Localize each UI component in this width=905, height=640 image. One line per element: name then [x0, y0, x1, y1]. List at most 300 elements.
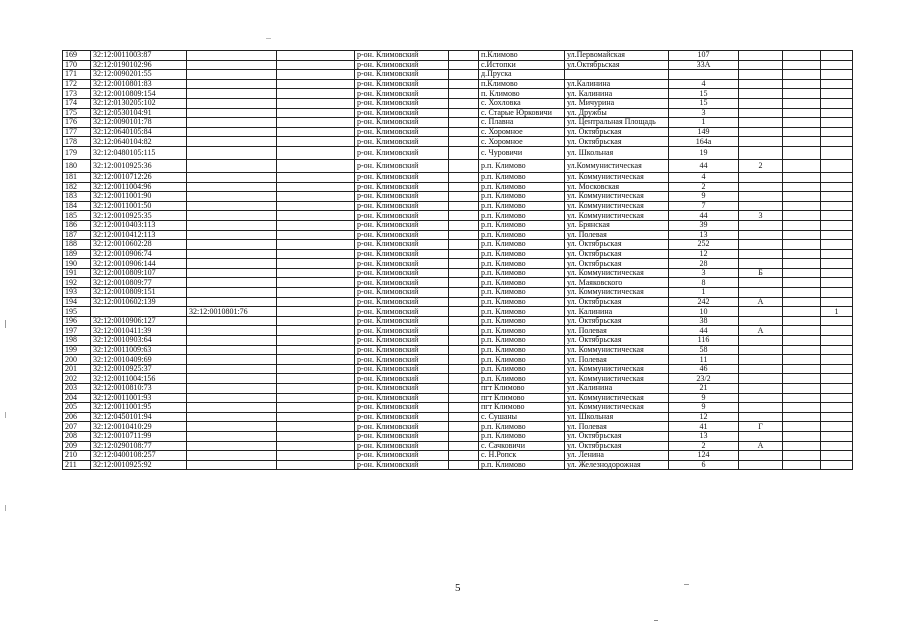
- row-number: 186: [63, 220, 91, 230]
- blank-cell: [449, 364, 479, 374]
- cadastral-number: 32:12:0010809:154: [91, 89, 187, 99]
- locality-name: р.п. Климово: [479, 172, 565, 182]
- extra-value: [821, 384, 853, 394]
- street-name: ул. Железнодорожная: [565, 460, 669, 470]
- blank-cell: [449, 307, 479, 317]
- row-number: 185: [63, 211, 91, 221]
- row-number: 198: [63, 336, 91, 346]
- building-letter: [739, 451, 783, 461]
- building-letter: [739, 431, 783, 441]
- street-name: ул. Дружбы: [565, 108, 669, 118]
- locality-name: с.Истопки: [479, 60, 565, 70]
- cadastral-number: [91, 307, 187, 317]
- extra-value: [821, 192, 853, 202]
- blank-cell: [449, 230, 479, 240]
- row-number: 182: [63, 182, 91, 192]
- blank-cell: [783, 249, 821, 259]
- house-number: 149: [669, 127, 739, 137]
- blank-cell: [277, 98, 355, 108]
- blank-cell: [783, 201, 821, 211]
- building-letter: [739, 278, 783, 288]
- locality-name: р.п. Климово: [479, 249, 565, 259]
- locality-name: р.п. Климово: [479, 316, 565, 326]
- building-letter: [739, 230, 783, 240]
- cadastral-number: 32:12:0010711:99: [91, 431, 187, 441]
- district-name: р-он. Климовский: [355, 451, 449, 461]
- building-letter: [739, 201, 783, 211]
- prior-cadastral-number: [187, 393, 277, 403]
- extra-value: [821, 51, 853, 61]
- building-letter: [739, 307, 783, 317]
- prior-cadastral-number: [187, 460, 277, 470]
- locality-name: р.п. Климово: [479, 230, 565, 240]
- blank-cell: [449, 288, 479, 298]
- locality-name: р.п. Климово: [479, 278, 565, 288]
- scan-artifact: [684, 584, 689, 585]
- extra-value: [821, 412, 853, 422]
- blank-cell: [449, 451, 479, 461]
- blank-cell: [449, 460, 479, 470]
- building-letter: [739, 79, 783, 89]
- blank-cell: [449, 182, 479, 192]
- table-row: [63, 345, 853, 355]
- district-name: р-он. Климовский: [355, 422, 449, 432]
- locality-name: р.п. Климово: [479, 182, 565, 192]
- building-letter: Г: [739, 422, 783, 432]
- blank-cell: [449, 316, 479, 326]
- locality-name: с. Н.Ропск: [479, 451, 565, 461]
- district-name: р-он. Климовский: [355, 220, 449, 230]
- blank-cell: [783, 307, 821, 317]
- locality-name: р.п. Климово: [479, 355, 565, 365]
- blank-cell: [277, 230, 355, 240]
- table-row: [63, 137, 853, 147]
- prior-cadastral-number: [187, 146, 277, 159]
- cadastral-number: 32:12:0010809:77: [91, 278, 187, 288]
- street-name: ул. Полевая: [565, 355, 669, 365]
- prior-cadastral-number: [187, 326, 277, 336]
- blank-cell: [449, 431, 479, 441]
- table-row: [63, 192, 853, 202]
- district-name: р-он. Климовский: [355, 230, 449, 240]
- house-number: 4: [669, 79, 739, 89]
- table-row: [63, 118, 853, 128]
- blank-cell: [449, 159, 479, 172]
- blank-cell: [277, 51, 355, 61]
- row-number: 181: [63, 172, 91, 182]
- cadastral-number: 32:12:0010403:113: [91, 220, 187, 230]
- blank-cell: [449, 297, 479, 307]
- locality-name: с. Сачковичи: [479, 441, 565, 451]
- cadastral-number: 32:12:0010906:144: [91, 259, 187, 269]
- district-name: р-он. Климовский: [355, 146, 449, 159]
- district-name: р-он. Климовский: [355, 127, 449, 137]
- district-name: р-он. Климовский: [355, 384, 449, 394]
- cadastral-number: 32:12:0010411:39: [91, 326, 187, 336]
- blank-cell: [277, 79, 355, 89]
- blank-cell: [449, 211, 479, 221]
- cadastral-number: 32:12:0011001:95: [91, 403, 187, 413]
- street-name: ул.Калинина: [565, 79, 669, 89]
- extra-value: [821, 374, 853, 384]
- table-row: [63, 240, 853, 250]
- house-number: 116: [669, 336, 739, 346]
- row-number: 180: [63, 159, 91, 172]
- cadastral-number: 32:12:0010925:36: [91, 159, 187, 172]
- blank-cell: [783, 79, 821, 89]
- locality-name: р.п. Климово: [479, 336, 565, 346]
- prior-cadastral-number: [187, 384, 277, 394]
- table-row: [63, 159, 853, 172]
- district-name: р-он. Климовский: [355, 172, 449, 182]
- row-number: 190: [63, 259, 91, 269]
- extra-value: [821, 278, 853, 288]
- street-name: ул. Коммунистическая: [565, 172, 669, 182]
- street-name: ул. Коммунистическая: [565, 374, 669, 384]
- blank-cell: [277, 89, 355, 99]
- prior-cadastral-number: [187, 240, 277, 250]
- street-name: ул. Коммунистическая: [565, 393, 669, 403]
- building-letter: [739, 137, 783, 147]
- blank-cell: [277, 316, 355, 326]
- prior-cadastral-number: [187, 220, 277, 230]
- extra-value: [821, 159, 853, 172]
- table-row: [63, 460, 853, 470]
- table-row: [63, 316, 853, 326]
- blank-cell: [449, 268, 479, 278]
- house-number: 4: [669, 172, 739, 182]
- house-number: 9: [669, 192, 739, 202]
- district-name: р-он. Климовский: [355, 118, 449, 128]
- house-number: 164а: [669, 137, 739, 147]
- blank-cell: [277, 108, 355, 118]
- district-name: р-он. Климовский: [355, 79, 449, 89]
- blank-cell: [277, 336, 355, 346]
- district-name: р-он. Климовский: [355, 336, 449, 346]
- scan-artifact: [266, 38, 271, 39]
- prior-cadastral-number: [187, 98, 277, 108]
- table-row: [63, 297, 853, 307]
- building-letter: [739, 288, 783, 298]
- house-number: 7: [669, 201, 739, 211]
- row-number: 194: [63, 297, 91, 307]
- table-row: [63, 326, 853, 336]
- district-name: р-он. Климовский: [355, 51, 449, 61]
- cadastral-number: 32:12:0010925:92: [91, 460, 187, 470]
- row-number: 201: [63, 364, 91, 374]
- blank-cell: [277, 259, 355, 269]
- blank-cell: [277, 146, 355, 159]
- table-row: [63, 108, 853, 118]
- blank-cell: [277, 297, 355, 307]
- house-number: 12: [669, 412, 739, 422]
- blank-cell: [277, 172, 355, 182]
- district-name: р-он. Климовский: [355, 393, 449, 403]
- building-letter: [739, 118, 783, 128]
- blank-cell: [783, 326, 821, 336]
- cadastral-number: 32:12:0130205:102: [91, 98, 187, 108]
- blank-cell: [783, 70, 821, 80]
- locality-name: р.п. Климово: [479, 431, 565, 441]
- building-letter: Б: [739, 268, 783, 278]
- blank-cell: [783, 51, 821, 61]
- row-number: 209: [63, 441, 91, 451]
- prior-cadastral-number: [187, 403, 277, 413]
- table-row: [63, 268, 853, 278]
- house-number: 9: [669, 393, 739, 403]
- table-row: [63, 441, 853, 451]
- street-name: ул. Калинина: [565, 89, 669, 99]
- extra-value: [821, 355, 853, 365]
- prior-cadastral-number: [187, 316, 277, 326]
- district-name: р-он. Климовский: [355, 137, 449, 147]
- row-number: 191: [63, 268, 91, 278]
- street-name: ул. Мичурина: [565, 98, 669, 108]
- cadastral-number: 32:12:0530104:91: [91, 108, 187, 118]
- blank-cell: [449, 146, 479, 159]
- blank-cell: [783, 393, 821, 403]
- cadastral-number: 32:12:0010602:139: [91, 297, 187, 307]
- blank-cell: [449, 326, 479, 336]
- prior-cadastral-number: [187, 259, 277, 269]
- prior-cadastral-number: [187, 127, 277, 137]
- locality-name: п.Климово: [479, 51, 565, 61]
- blank-cell: [449, 374, 479, 384]
- district-name: р-он. Климовский: [355, 108, 449, 118]
- blank-cell: [449, 51, 479, 61]
- extra-value: [821, 230, 853, 240]
- prior-cadastral-number: [187, 249, 277, 259]
- district-name: р-он. Климовский: [355, 201, 449, 211]
- building-letter: 3: [739, 211, 783, 221]
- locality-name: с. Плавна: [479, 118, 565, 128]
- building-letter: [739, 98, 783, 108]
- blank-cell: [277, 345, 355, 355]
- scan-artifact: [5, 412, 6, 418]
- district-name: р-он. Климовский: [355, 70, 449, 80]
- blank-cell: [449, 98, 479, 108]
- blank-cell: [783, 451, 821, 461]
- building-letter: [739, 259, 783, 269]
- table-row: [63, 422, 853, 432]
- house-number: 12: [669, 249, 739, 259]
- building-letter: [739, 384, 783, 394]
- cadastral-number: 32:12:0011003:87: [91, 51, 187, 61]
- extra-value: [821, 297, 853, 307]
- blank-cell: [449, 384, 479, 394]
- district-name: р-он. Климовский: [355, 89, 449, 99]
- row-number: 211: [63, 460, 91, 470]
- locality-name: пгт Климово: [479, 384, 565, 394]
- table-row: [63, 288, 853, 298]
- house-number: 11: [669, 355, 739, 365]
- street-name: ул. Октябрьская: [565, 441, 669, 451]
- street-name: ул. Школьная: [565, 412, 669, 422]
- district-name: р-он. Климовский: [355, 307, 449, 317]
- house-number: 44: [669, 159, 739, 172]
- district-name: р-он. Климовский: [355, 182, 449, 192]
- prior-cadastral-number: [187, 137, 277, 147]
- house-number: 21: [669, 384, 739, 394]
- blank-cell: [449, 441, 479, 451]
- blank-cell: [783, 220, 821, 230]
- blank-cell: [449, 108, 479, 118]
- cadastral-number: 32:12:0010801:83: [91, 79, 187, 89]
- street-name: ул. Коммунистическая: [565, 211, 669, 221]
- extra-value: [821, 98, 853, 108]
- row-number: 210: [63, 451, 91, 461]
- prior-cadastral-number: [187, 108, 277, 118]
- locality-name: р.п. Климово: [479, 159, 565, 172]
- house-number: 38: [669, 316, 739, 326]
- locality-name: р.п. Климово: [479, 374, 565, 384]
- street-name: ул. Полевая: [565, 326, 669, 336]
- house-number: 15: [669, 98, 739, 108]
- table-row: [63, 278, 853, 288]
- blank-cell: [783, 108, 821, 118]
- blank-cell: [783, 431, 821, 441]
- district-name: р-он. Климовский: [355, 355, 449, 365]
- blank-cell: [783, 230, 821, 240]
- row-number: 187: [63, 230, 91, 240]
- extra-value: [821, 431, 853, 441]
- extra-value: [821, 220, 853, 230]
- district-name: р-он. Климовский: [355, 211, 449, 221]
- blank-cell: [277, 393, 355, 403]
- table-row: [63, 70, 853, 80]
- table-row: [63, 249, 853, 259]
- blank-cell: [783, 364, 821, 374]
- blank-cell: [783, 403, 821, 413]
- table-row: [63, 412, 853, 422]
- prior-cadastral-number: [187, 441, 277, 451]
- blank-cell: [449, 259, 479, 269]
- blank-cell: [783, 60, 821, 70]
- cadastral-number: 32:12:0090101:78: [91, 118, 187, 128]
- blank-cell: [277, 249, 355, 259]
- house-number: 6: [669, 460, 739, 470]
- district-name: р-он. Климовский: [355, 240, 449, 250]
- blank-cell: [783, 460, 821, 470]
- building-letter: [739, 345, 783, 355]
- cadastral-number: 32:12:0480105:115: [91, 146, 187, 159]
- cadastral-number: 32:12:0010412:113: [91, 230, 187, 240]
- locality-name: р.п. Климово: [479, 460, 565, 470]
- district-name: р-он. Климовский: [355, 159, 449, 172]
- row-number: 192: [63, 278, 91, 288]
- prior-cadastral-number: [187, 288, 277, 298]
- prior-cadastral-number: [187, 172, 277, 182]
- extra-value: [821, 89, 853, 99]
- blank-cell: [783, 211, 821, 221]
- street-name: ул. Октябрьская: [565, 137, 669, 147]
- extra-value: [821, 211, 853, 221]
- district-name: р-он. Климовский: [355, 268, 449, 278]
- blank-cell: [783, 278, 821, 288]
- extra-value: [821, 451, 853, 461]
- blank-cell: [783, 412, 821, 422]
- blank-cell: [277, 182, 355, 192]
- street-name: ул. Октябрьская: [565, 259, 669, 269]
- district-name: р-он. Климовский: [355, 60, 449, 70]
- row-number: 172: [63, 79, 91, 89]
- locality-name: р.п. Климово: [479, 259, 565, 269]
- prior-cadastral-number: [187, 268, 277, 278]
- blank-cell: [783, 345, 821, 355]
- row-number: 177: [63, 127, 91, 137]
- blank-cell: [783, 146, 821, 159]
- blank-cell: [277, 288, 355, 298]
- blank-cell: [277, 127, 355, 137]
- prior-cadastral-number: [187, 159, 277, 172]
- building-letter: [739, 364, 783, 374]
- extra-value: [821, 336, 853, 346]
- locality-name: р.п. Климово: [479, 345, 565, 355]
- cadastral-number: 32:12:0010810:73: [91, 384, 187, 394]
- district-name: р-он. Климовский: [355, 259, 449, 269]
- locality-name: р.п. Климово: [479, 288, 565, 298]
- extra-value: [821, 137, 853, 147]
- building-letter: [739, 146, 783, 159]
- cadastral-number: 32:12:0010602:28: [91, 240, 187, 250]
- blank-cell: [449, 127, 479, 137]
- blank-cell: [783, 259, 821, 269]
- street-name: ул. Коммунистическая: [565, 345, 669, 355]
- district-name: р-он. Климовский: [355, 345, 449, 355]
- street-name: ул.Октябрьская: [565, 60, 669, 70]
- locality-name: р.п. Климово: [479, 268, 565, 278]
- cadastral-number: 32:12:0010925:35: [91, 211, 187, 221]
- prior-cadastral-number: [187, 364, 277, 374]
- blank-cell: [449, 278, 479, 288]
- row-number: 205: [63, 403, 91, 413]
- row-number: 171: [63, 70, 91, 80]
- house-number: 13: [669, 431, 739, 441]
- cadastral-number: 32:12:0640105:84: [91, 127, 187, 137]
- blank-cell: [449, 70, 479, 80]
- table-row: [63, 146, 853, 159]
- table-row: [63, 307, 853, 317]
- row-number: 208: [63, 431, 91, 441]
- blank-cell: [277, 326, 355, 336]
- house-number: 23/2: [669, 374, 739, 384]
- cadastral-number: 32:12:0010409:69: [91, 355, 187, 365]
- cadastral-number: 32:12:0010903:64: [91, 336, 187, 346]
- street-name: ул. Коммунистическая: [565, 201, 669, 211]
- blank-cell: [277, 137, 355, 147]
- street-name: ул. Октябрьская: [565, 336, 669, 346]
- blank-cell: [449, 201, 479, 211]
- street-name: ул. Брянская: [565, 220, 669, 230]
- prior-cadastral-number: [187, 79, 277, 89]
- prior-cadastral-number: [187, 422, 277, 432]
- house-number: 8: [669, 278, 739, 288]
- locality-name: р.п. Климово: [479, 220, 565, 230]
- blank-cell: [449, 240, 479, 250]
- blank-cell: [449, 393, 479, 403]
- prior-cadastral-number: [187, 297, 277, 307]
- street-name: ул.Коммунистическая: [565, 159, 669, 172]
- extra-value: [821, 249, 853, 259]
- district-name: р-он. Климовский: [355, 326, 449, 336]
- house-number: 44: [669, 326, 739, 336]
- blank-cell: [277, 412, 355, 422]
- building-letter: [739, 182, 783, 192]
- building-letter: [739, 249, 783, 259]
- house-number: 124: [669, 451, 739, 461]
- locality-name: д.Пруска: [479, 70, 565, 80]
- blank-cell: [277, 441, 355, 451]
